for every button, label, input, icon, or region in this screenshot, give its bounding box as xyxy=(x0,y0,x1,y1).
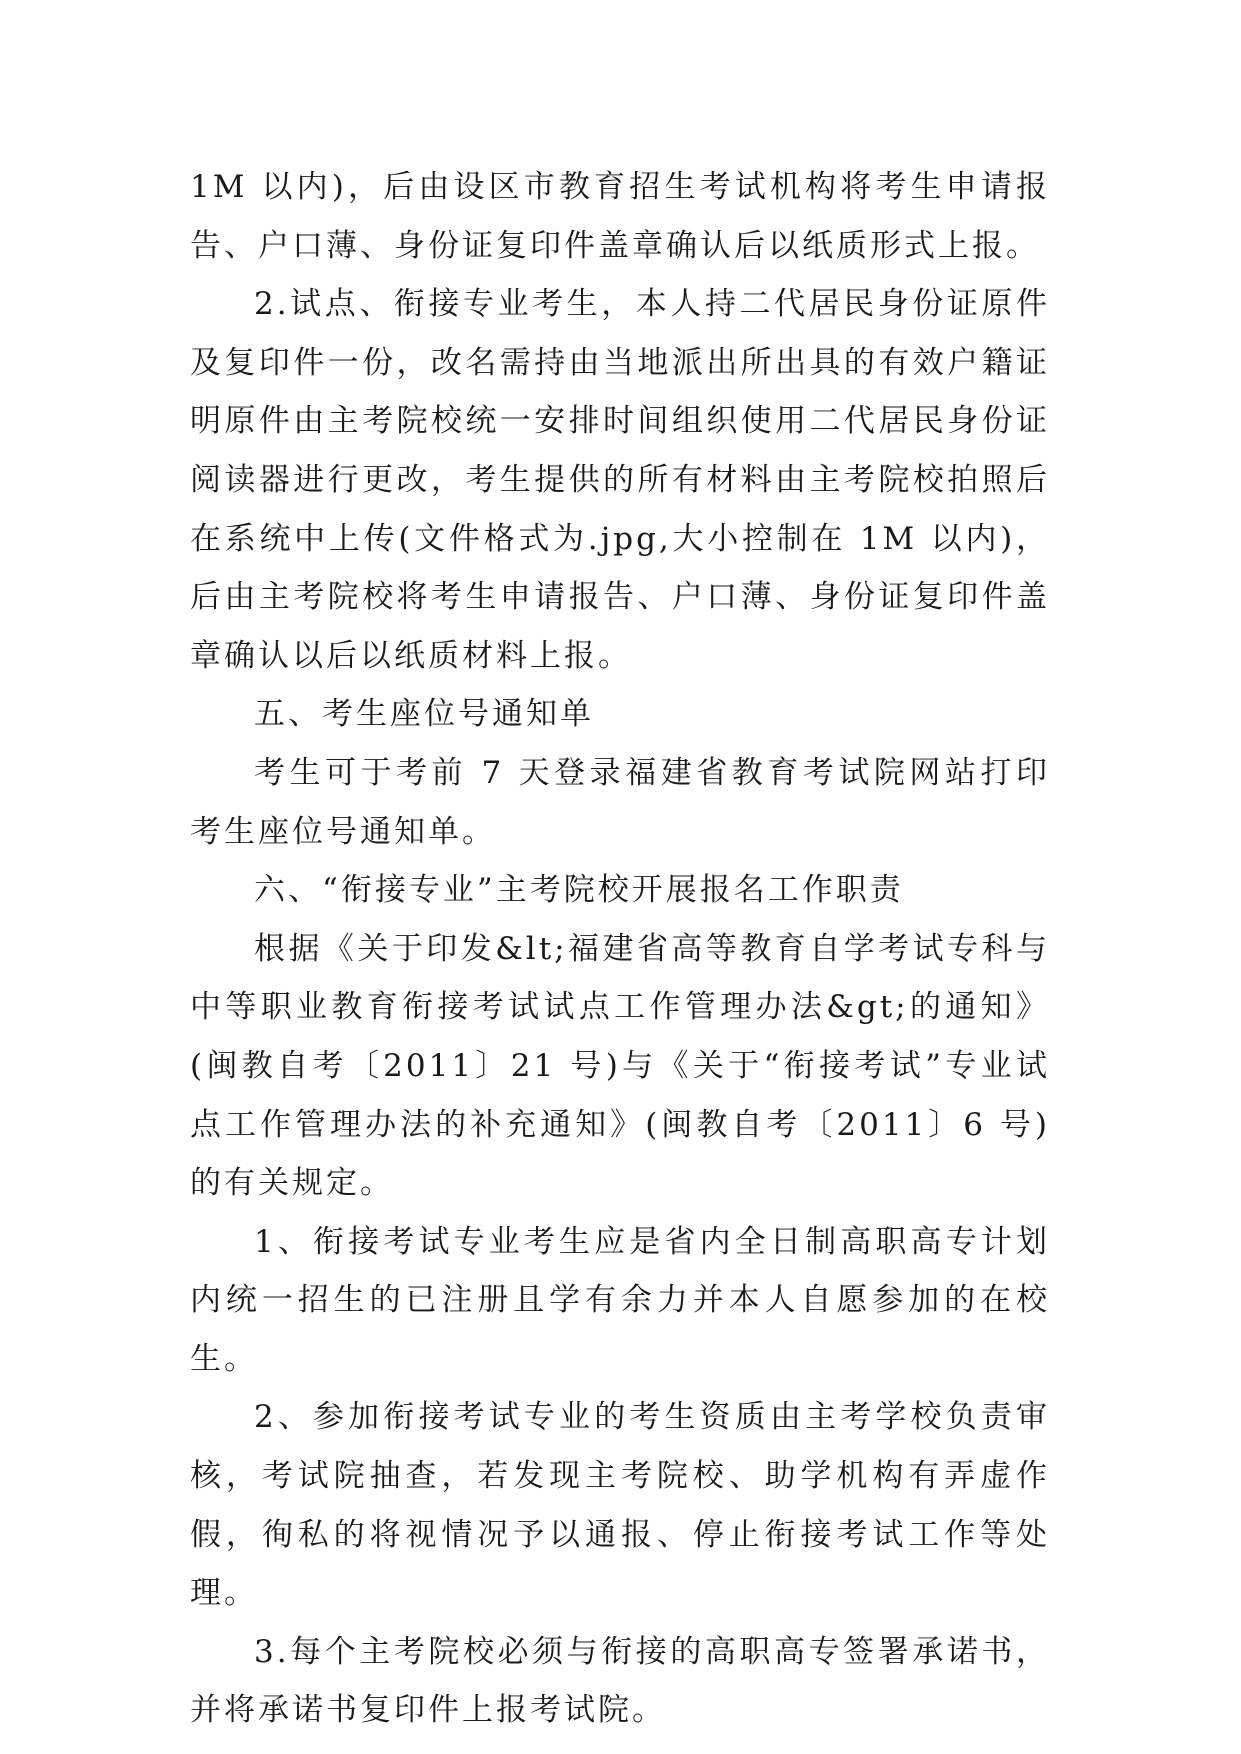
section-heading-school-duties: 六、“衔接专业”主考院校开展报名工作职责 xyxy=(254,872,904,909)
paragraph-duty-1: 1、衔接考试专业考生应是省内全日制高职高专计划内统一招生的已注册且学有余力并本人自愿参加的在校生。 xyxy=(190,1223,1050,1377)
paragraph-pilot-candidates: 2.试点、衔接专业考生，本人持二代居民身份证原件及复印件一份，改名需持由当地派出所出具的有效户籍证明原件由主考院校统一安排时间组织使用二代居民身份证阅读器进行更改，考生提供的所有材料由主考院校拍照后在系统中上传(文件格式为.jpg,大小控制在 1M 以内)，后由主考院校将考生申请报告、户口薄、身份证复印件盖章确认以后以纸质材料上报。 xyxy=(190,286,1050,674)
paragraph-regulation-basis: 根据《关于印发&lt;福建省高等教育自学考试专科与中等职业教育衔接考试试点工作管理办法&gt;的通知》(闽教自考〔2011〕21 号)与《关于“衔接考试”专业试点工作管理办法的补充通知》(闽教自考〔2011〕6 号)的有关规定。 xyxy=(190,930,1050,1202)
section-heading-seat-notice: 五、考生座位号通知单 xyxy=(254,696,594,733)
paragraph-duty-3: 3.每个主考院校必须与衔接的高职高专签署承诺书，并将承诺书复印件上报考试院。 xyxy=(190,1633,1050,1729)
paragraph-seat-notice: 考生可于考前 7 天登录福建省教育考试院网站打印考生座位号通知单。 xyxy=(190,754,1050,850)
paragraph-duty-2: 2、参加衔接考试专业的考生资质由主考学校负责审核，考试院抽查，若发现主考院校、助学机构有弄虚作假，徇私的将视情况予以通报、停止衔接考试工作等处理。 xyxy=(190,1399,1050,1612)
document-body xyxy=(190,158,1050,1740)
paragraph-upload-continuation: 1M 以内)，后由设区市教育招生考试机构将考生申请报告、户口薄、身份证复印件盖章确认后以纸质形式上报。 xyxy=(190,169,1050,264)
